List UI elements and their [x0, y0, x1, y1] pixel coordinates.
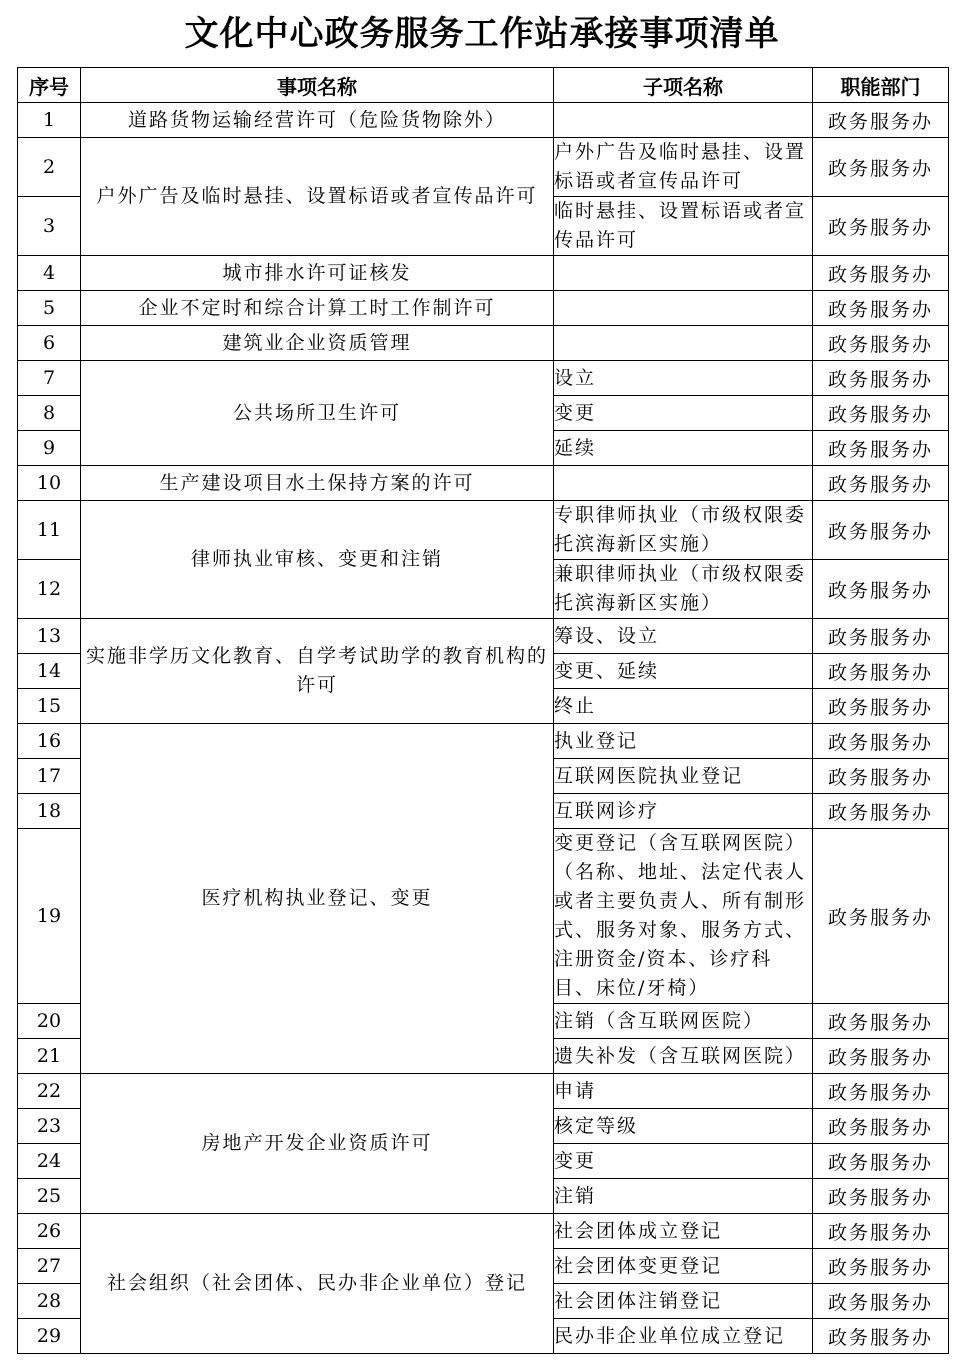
row-number: 22: [18, 1074, 81, 1109]
department: 政务服务办: [813, 560, 949, 619]
table-row: [18, 619, 949, 654]
sub-item-name: [554, 466, 813, 501]
row-number: 23: [18, 1109, 81, 1144]
department: 政务服务办: [813, 1284, 949, 1319]
item-name: 城市排水许可证核发: [81, 256, 554, 291]
row-number: 11: [18, 501, 81, 560]
row-number: 17: [18, 759, 81, 794]
sub-item-name: 社会团体注销登记: [554, 1284, 813, 1319]
row-number: 2: [18, 138, 81, 197]
sub-item-name: 民办非企业单位成立登记: [554, 1319, 813, 1354]
item-name: 企业不定时和综合计算工时工作制许可: [81, 291, 554, 326]
item-name: 建筑业企业资质管理: [81, 326, 554, 361]
row-number: 21: [18, 1039, 81, 1074]
sub-item-name: 互联网医院执业登记: [554, 759, 813, 794]
row-number: 10: [18, 466, 81, 501]
sub-item-name: [554, 291, 813, 326]
department: 政务服务办: [813, 1144, 949, 1179]
row-number: 29: [18, 1319, 81, 1354]
item-name: 生产建设项目水土保持方案的许可: [81, 466, 554, 501]
item-name: 道路货物运输经营许可（危险货物除外）: [81, 103, 554, 138]
sub-item-name: 互联网诊疗: [554, 794, 813, 829]
row-number: 13: [18, 619, 81, 654]
sub-item-name: 核定等级: [554, 1109, 813, 1144]
department: 政务服务办: [813, 1179, 949, 1214]
header-item-name: 事项名称: [81, 68, 554, 103]
department: 政务服务办: [813, 1214, 949, 1249]
sub-item-name: 变更: [554, 396, 813, 431]
department: 政务服务办: [813, 396, 949, 431]
header-row: [18, 68, 949, 103]
row-number: 9: [18, 431, 81, 466]
department: 政务服务办: [813, 431, 949, 466]
row-number: 8: [18, 396, 81, 431]
row-number: 7: [18, 361, 81, 396]
item-name: 社会组织（社会团体、民办非企业单位）登记: [81, 1214, 554, 1354]
department: 政务服务办: [813, 1109, 949, 1144]
row-number: 15: [18, 689, 81, 724]
sub-item-name: 筹设、设立: [554, 619, 813, 654]
header-no: 序号: [18, 68, 81, 103]
row-number: 28: [18, 1284, 81, 1319]
sub-item-name: 兼职律师执业（市级权限委托滨海新区实施）: [554, 560, 813, 619]
department: 政务服务办: [813, 759, 949, 794]
item-name: 房地产开发企业资质许可: [81, 1074, 554, 1214]
item-name: 律师执业审核、变更和注销: [81, 501, 554, 619]
item-name: 医疗机构执业登记、变更: [81, 724, 554, 1074]
sub-item-name: 社会团体成立登记: [554, 1214, 813, 1249]
table-row: [18, 326, 949, 361]
department: 政务服务办: [813, 197, 949, 256]
table-row: [18, 256, 949, 291]
sub-item-name: 注销: [554, 1179, 813, 1214]
department: 政务服务办: [813, 1319, 949, 1354]
department: 政务服务办: [813, 256, 949, 291]
sub-item-name: 终止: [554, 689, 813, 724]
department: 政务服务办: [813, 1074, 949, 1109]
table-row: [18, 103, 949, 138]
sub-item-name: 临时悬挂、设置标语或者宣传品许可: [554, 197, 813, 256]
sub-item-name: 注销（含互联网医院）: [554, 1004, 813, 1039]
sub-item-name: 变更: [554, 1144, 813, 1179]
sub-item-name: 变更登记（含互联网医院）（名称、地址、法定代表人或者主要负责人、所有制形式、服务对象、服务方式、注册资金/资本、诊疗科目、床位/牙椅）: [554, 829, 813, 1004]
sub-item-name: 专职律师执业（市级权限委托滨海新区实施）: [554, 501, 813, 560]
sub-item-name: 社会团体变更登记: [554, 1249, 813, 1284]
row-number: 27: [18, 1249, 81, 1284]
table-row: [18, 291, 949, 326]
department: 政务服务办: [813, 619, 949, 654]
sub-item-name: 设立: [554, 361, 813, 396]
sub-item-name: 延续: [554, 431, 813, 466]
department: 政务服务办: [813, 654, 949, 689]
department: 政务服务办: [813, 794, 949, 829]
items-table: [17, 67, 949, 1354]
page-title: 文化中心政务服务工作站承接事项清单: [184, 14, 780, 54]
row-number: 4: [18, 256, 81, 291]
item-name: 公共场所卫生许可: [81, 361, 554, 466]
department: 政务服务办: [813, 103, 949, 138]
row-number: 6: [18, 326, 81, 361]
item-name: 户外广告及临时悬挂、设置标语或者宣传品许可: [81, 138, 554, 256]
row-number: 16: [18, 724, 81, 759]
sub-item-name: [554, 103, 813, 138]
department: 政务服务办: [813, 1039, 949, 1074]
table-row: [18, 501, 949, 560]
row-number: 25: [18, 1179, 81, 1214]
sub-item-name: [554, 326, 813, 361]
sub-item-name: 户外广告及临时悬挂、设置标语或者宣传品许可: [554, 138, 813, 197]
department: 政务服务办: [813, 466, 949, 501]
sub-item-name: 申请: [554, 1074, 813, 1109]
header-sub-item-name: 子项名称: [554, 68, 813, 103]
department: 政务服务办: [813, 361, 949, 396]
table-row: [18, 1214, 949, 1249]
department: 政务服务办: [813, 326, 949, 361]
sub-item-name: 变更、延续: [554, 654, 813, 689]
table-row: [18, 361, 949, 396]
row-number: 5: [18, 291, 81, 326]
item-name: 实施非学历文化教育、自学考试助学的教育机构的许可: [81, 619, 554, 724]
department: 政务服务办: [813, 724, 949, 759]
department: 政务服务办: [813, 829, 949, 1004]
row-number: 3: [18, 197, 81, 256]
row-number: 12: [18, 560, 81, 619]
department: 政务服务办: [813, 291, 949, 326]
row-number: 19: [18, 829, 81, 1004]
sub-item-name: [554, 256, 813, 291]
department: 政务服务办: [813, 501, 949, 560]
sub-item-name: 执业登记: [554, 724, 813, 759]
row-number: 20: [18, 1004, 81, 1039]
department: 政务服务办: [813, 138, 949, 197]
table-row: [18, 724, 949, 759]
header-department: 职能部门: [813, 68, 949, 103]
row-number: 26: [18, 1214, 81, 1249]
sub-item-name: 遗失补发（含互联网医院）: [554, 1039, 813, 1074]
table-row: [18, 1074, 949, 1109]
row-number: 14: [18, 654, 81, 689]
department: 政务服务办: [813, 1004, 949, 1039]
row-number: 24: [18, 1144, 81, 1179]
department: 政务服务办: [813, 689, 949, 724]
row-number: 18: [18, 794, 81, 829]
table-row: [18, 466, 949, 501]
row-number: 1: [18, 103, 81, 138]
department: 政务服务办: [813, 1249, 949, 1284]
table-row: [18, 138, 949, 197]
